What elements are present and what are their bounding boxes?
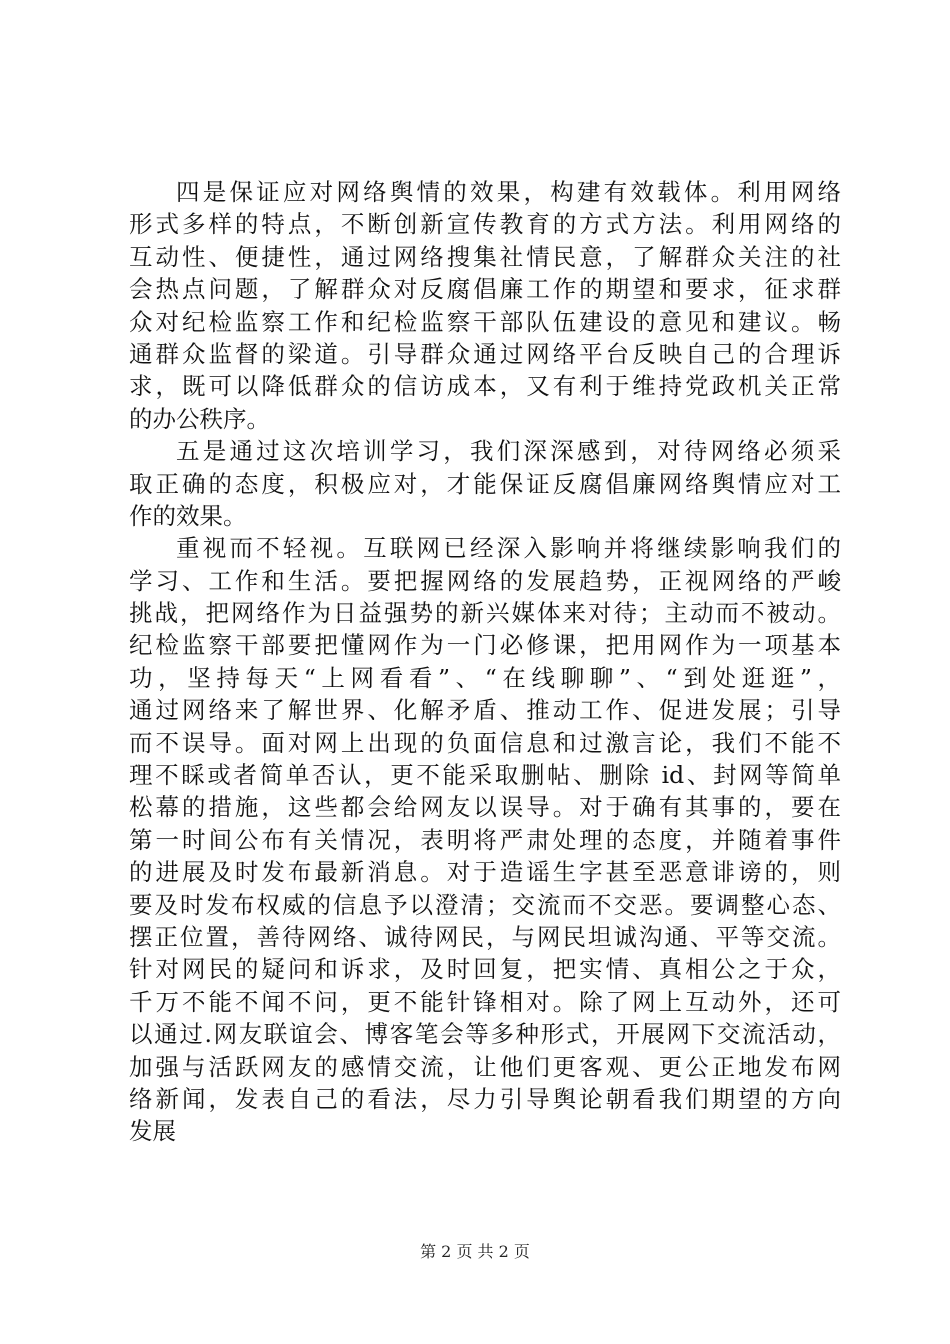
text-line: 形式多样的特点，不断创新宣传教育的方式方法。利用网络的	[129, 210, 841, 239]
text-line: 加强与活跃网友的感情交流，让他们更客观、更公正地发布网	[129, 1052, 841, 1081]
text-line: 第一时间公布有关情况，表明将严肃处理的态度，并随着事件	[129, 825, 841, 854]
text-line: 会热点问题，了解群众对反腐倡廉工作的期望和要求，征求群	[129, 275, 841, 304]
text-line: 取正确的态度，积极应对，才能保证反腐倡廉网络舆情应对工	[129, 469, 841, 498]
text-line: 众对纪检监察工作和纪检监察干部队伍建设的意见和建议。畅	[129, 307, 841, 336]
text-line: 发展	[129, 1117, 176, 1146]
text-line: 作的效果。	[129, 501, 247, 530]
text-line: 通过网络来了解世界、化解矛盾、推动工作、促进发展；引导	[129, 696, 841, 725]
paragraph-5	[129, 435, 841, 532]
paragraph-emphasis	[129, 532, 841, 1147]
text-line: 千万不能不闻不问，更不能针锋相对。除了网上互动外，还可	[129, 987, 841, 1016]
paragraph-4	[129, 176, 841, 435]
text-line: 学习、工作和生活。要把握网络的发展趋势，正视网络的严峻	[129, 566, 841, 595]
text-line: 四是保证应对网络舆情的效果，构建有效载体。利用网络	[176, 178, 841, 206]
text-line: 络新闻，发表自己的看法，尽力引导舆论朝看我们期望的方向	[129, 1084, 841, 1113]
text-line: 功，坚持每天“上网看看”、“在线聊聊”、“到处逛逛”，	[129, 663, 841, 692]
text-line: 摆正位置，善待网络、诚待网民，与网民坦诚沟通、平等交流。	[129, 922, 841, 951]
text-line: 松幕的措施，这些都会给网友以误导。对于确有其事的，要在	[129, 793, 841, 822]
body-text	[129, 176, 841, 1148]
text-line: 五是通过这次培训学习，我们深深感到，对待网络必须采	[176, 437, 841, 466]
text-line: 要及时发布权威的信息予以澄清；交流而不交恶。要调整心态、	[129, 890, 841, 919]
text-line: 纪检监察干部要把懂网作为一门必修课，把用网作为一项基本	[129, 631, 841, 660]
text-line: 互动性、便捷性，通过网络搜集社情民意，了解群众关注的社	[129, 242, 841, 271]
text-line: 而不误导。面对网上出现的负面信息和过激言论，我们不能不	[129, 728, 841, 757]
page-footer: 第 2 页 共 2 页	[420, 1242, 530, 1261]
text-line: 求，既可以降低群众的信访成本，又有利于维持党政机关正常	[129, 372, 841, 401]
text-line: 以通过.网友联谊会、博客笔会等多种形式，开展网下交流活动，	[129, 1020, 841, 1049]
text-line: 的办公秩序。	[129, 404, 270, 433]
text-line: 挑战，把网络作为日益强势的新兴媒体来对待；主动而不被动。	[129, 599, 841, 628]
text-line: 的进展及时发布最新消息。对于造谣生字甚至恶意诽谤的，则	[129, 858, 841, 887]
text-line: 重视而不轻视。互联网已经深入影响并将继续影响我们的	[176, 534, 841, 563]
text-line: 理不睬或者简单否认，更不能采取删帖、删除 id、封网等简单	[129, 761, 841, 790]
text-line: 通群众监督的梁道。引导群众通过网络平台反映自己的合理诉	[129, 339, 841, 368]
text-line: 针对网民的疑问和诉求，及时回复，把实情、真相公之于众，	[129, 955, 841, 984]
